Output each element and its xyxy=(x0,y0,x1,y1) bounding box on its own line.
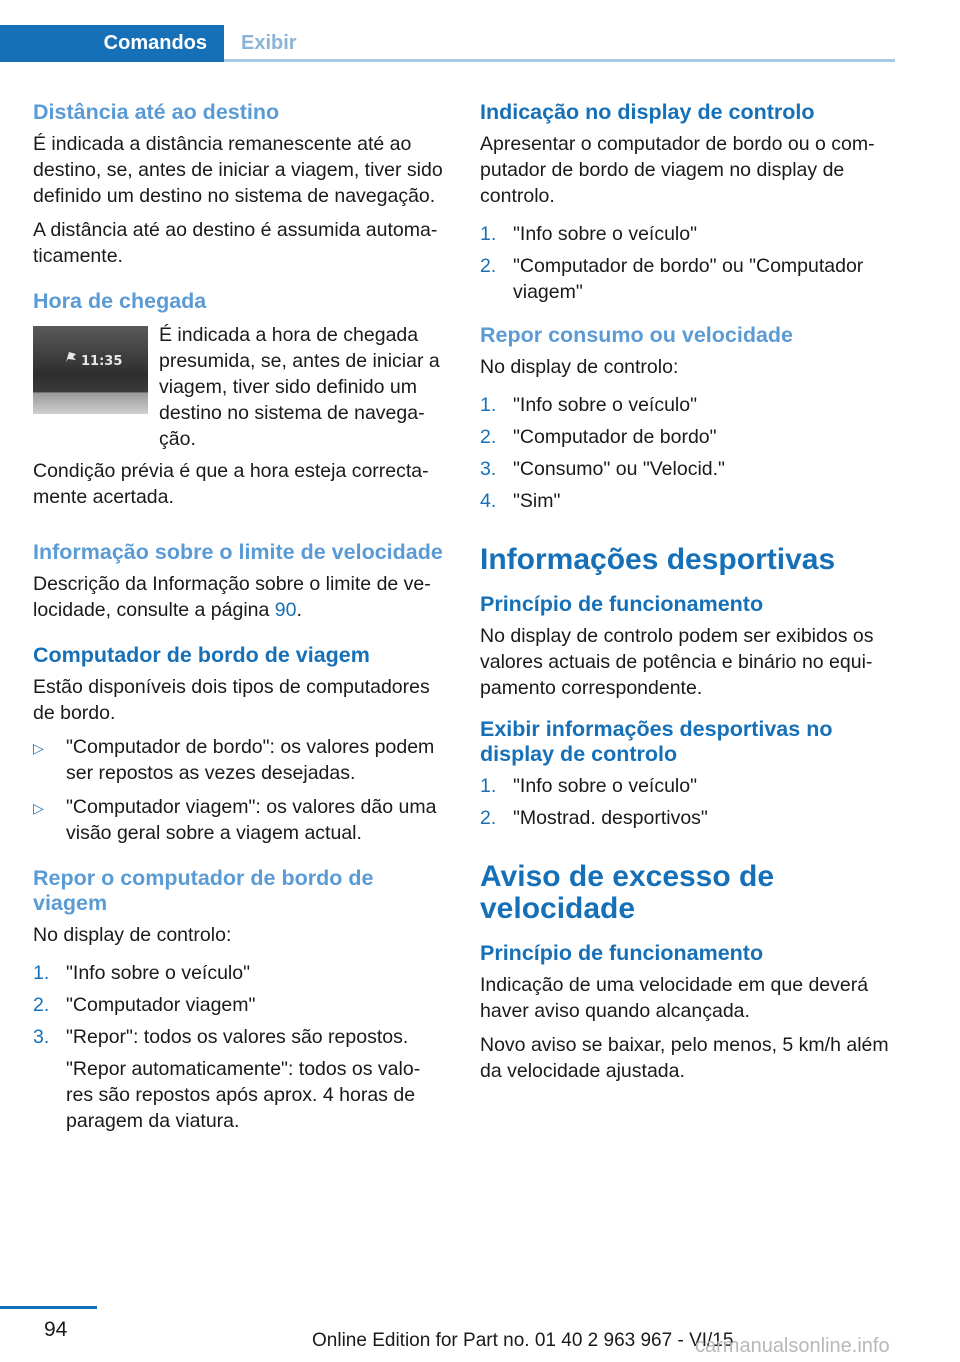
list-item xyxy=(33,992,447,1018)
heading-computador-bordo-viagem: Computador de bordo de viagem xyxy=(33,643,370,667)
watermark: carmanualsonline.info xyxy=(695,1335,890,1357)
triangle-bullet-icon: ▷ xyxy=(33,800,44,816)
heading-principio-funcionamento: Princípio de funcionamento xyxy=(480,592,764,616)
list-number: 1. xyxy=(480,775,497,797)
numbered-list xyxy=(480,392,896,514)
list-item-text: "Info sobre o veículo" xyxy=(513,775,698,797)
list-item xyxy=(480,456,896,482)
navigation-flag-icon xyxy=(64,350,78,364)
arrival-time-figure xyxy=(33,322,447,452)
list-item xyxy=(480,773,896,799)
list-item-text: "Info sobre o veículo" xyxy=(66,962,251,984)
display-time: 11:35 xyxy=(81,354,123,369)
list-item-text: "Mostrad. desportivos" xyxy=(513,807,708,829)
list-item xyxy=(480,424,896,450)
list-item-text: "Info sobre o veículo" xyxy=(513,223,698,245)
list-item xyxy=(33,794,447,846)
list-number: 1. xyxy=(480,394,497,416)
heading-limite-velocidade: Informação sobre o limite de velocidade xyxy=(33,540,443,564)
footer-rule xyxy=(0,1306,97,1309)
list-item xyxy=(33,960,447,986)
list-number: 4. xyxy=(480,490,497,512)
list-number: 2. xyxy=(480,426,497,448)
paragraph: Indicação de uma velocidade em que deverá haver aviso quando alcançada. xyxy=(480,974,869,1022)
tab-exibir-label: Exibir xyxy=(241,32,297,54)
tab-underline xyxy=(224,59,895,62)
heading-hora-chegada: Hora de chegada xyxy=(33,289,207,313)
paragraph: Condição prévia é que a hora esteja correcta‐mente acertada. xyxy=(33,460,429,508)
list-number: 3. xyxy=(480,458,497,480)
paragraph: Novo aviso se baixar, pelo menos, 5 km/h além da velocidade ajustada. xyxy=(480,1034,889,1082)
list-item xyxy=(480,392,896,418)
list-item-text: "Info sobre o veículo" xyxy=(513,394,698,416)
edition-text: Online Edition for Part no. 01 40 2 963 967 - VI/15 xyxy=(312,1330,734,1351)
heading-distancia: Distância até ao destino xyxy=(33,100,280,124)
paragraph: Apresentar o computador de bordo ou o com‐putador de bordo de viagem no display de controlo. xyxy=(480,133,875,207)
list-item xyxy=(480,221,896,247)
left-column xyxy=(33,100,447,1134)
right-column xyxy=(480,100,896,1084)
list-item-text: "Computador de bordo" xyxy=(513,426,717,448)
numbered-list xyxy=(33,960,447,1050)
tab-comandos-label: Comandos xyxy=(103,32,207,54)
paragraph: A distância até ao destino é assumida automa‐ticamente. xyxy=(33,219,438,267)
heading-informacoes-desportivas: Informações desportivas xyxy=(480,543,836,576)
top-tab-bar xyxy=(0,25,895,62)
list-item-text: "Repor": todos os valores são repostos. xyxy=(66,1026,409,1048)
list-item-text: "Consumo" ou "Velocid." xyxy=(513,458,725,480)
page-link[interactable]: 90 xyxy=(274,599,297,621)
paragraph: No display de controlo podem ser exibidos os valores actuais de potência e binário no equi‐pamento correspondente. xyxy=(480,625,874,699)
list-item-text: "Computador de bordo": os valores podem ser repostos as vezes desejadas. xyxy=(66,736,435,784)
list-number: 1. xyxy=(480,223,497,245)
heading-repor-consumo: Repor consumo ou velocidade xyxy=(480,323,793,347)
bullet-list xyxy=(33,734,447,846)
paragraph: No display de controlo: xyxy=(33,924,232,946)
text: . xyxy=(296,599,302,621)
heading-repor-computador: Repor o computador de bordo de viagem xyxy=(33,866,374,915)
list-item-text: "Computador viagem": os valores dão uma visão geral sobre a viagem actual. xyxy=(66,796,437,844)
heading-indicacao-display: Indicação no display de controlo xyxy=(480,100,815,124)
text: Descrição da Informação sobre o limite de ve‐locidade, consulte a página xyxy=(33,573,431,621)
page-number: 94 xyxy=(44,1318,68,1341)
list-item-text: "Sim" xyxy=(513,490,561,512)
list-number: 2. xyxy=(33,994,50,1016)
list-item xyxy=(33,1024,447,1050)
list-item-text: "Computador de bordo" ou "Computador viagem" xyxy=(513,255,864,303)
paragraph: É indicada a hora de chegada presumida, se, antes de iniciar a viagem, tiver sido definido um destino no sistema de navega‐ção. xyxy=(159,324,440,450)
paragraph: No display de controlo: xyxy=(480,356,679,378)
paragraph: É indicada a distância remanescente até ao destino, se, antes de iniciar a viagem, tiver sido definido um destino no sistema de navegação. xyxy=(33,133,443,207)
paragraph: "Repor automaticamente": todos os valo‐res são repostos após aprox. 4 horas de paragem da viatura. xyxy=(66,1058,421,1132)
paragraph xyxy=(33,571,447,623)
list-number: 2. xyxy=(480,255,497,277)
list-item xyxy=(480,805,896,831)
list-item xyxy=(480,488,896,514)
list-number: 3. xyxy=(33,1026,50,1048)
triangle-bullet-icon: ▷ xyxy=(33,740,44,756)
list-item xyxy=(480,253,896,305)
list-item-text: "Computador viagem" xyxy=(66,994,256,1016)
heading-aviso-excesso: Aviso de excesso de velocidade xyxy=(480,860,775,925)
list-item xyxy=(33,734,447,786)
list-number: 1. xyxy=(33,962,50,984)
list-number: 2. xyxy=(480,807,497,829)
heading-exibir-desportivas: Exibir informações desportivas no display de controlo xyxy=(480,717,833,766)
tab-exibir[interactable] xyxy=(224,25,895,62)
numbered-list xyxy=(480,221,896,305)
numbered-list xyxy=(480,773,896,831)
paragraph: Estão disponíveis dois tipos de computadores de bordo. xyxy=(33,676,430,724)
heading-principio-funcionamento: Princípio de funcionamento xyxy=(480,941,764,965)
tab-comandos[interactable] xyxy=(0,25,224,62)
display-image xyxy=(33,326,148,414)
